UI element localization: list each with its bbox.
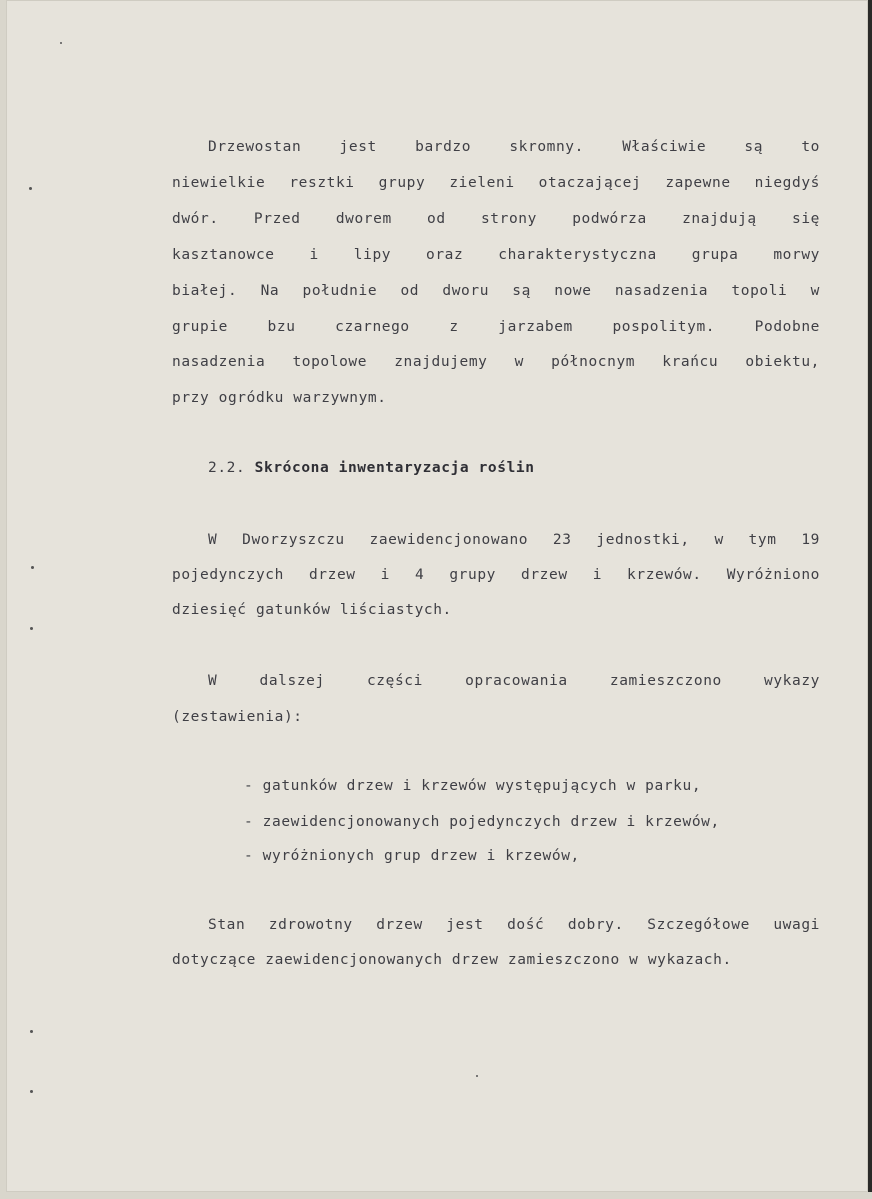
section-heading [208, 459, 535, 477]
list-item: - gatunków drzew i krzewów występujących w parku, [244, 778, 702, 794]
scan-edge-right [868, 0, 872, 1199]
section-title: Skrócona inwentaryzacja roślin [254, 460, 535, 476]
section-number: 2.2. [208, 460, 246, 476]
paragraph-4-line-1: Stan zdrowotny drzew jest dość dobry. Szczegółowe uwagi [208, 917, 820, 933]
paragraph-2-line-2: pojedynczych drzew i 4 grupy drzew i krzewów. Wyróżniono [172, 567, 820, 583]
paragraph-1-line-4: kasztanowce i lipy oraz charakterystyczna grupa morwy [172, 247, 820, 263]
scan-speck [476, 1075, 478, 1077]
paragraph-1-line-3: dwór. Przed dworem od strony podwórza znajdują się [172, 211, 820, 227]
paragraph-1-line-1: Drzewostan jest bardzo skromny. Właściwie są to [208, 139, 820, 155]
scan-speck [29, 187, 32, 190]
paragraph-3-line-1: W dalszej części opracowania zamieszczono wykazy [208, 673, 820, 689]
paragraph-3-line-2: (zestawienia): [172, 709, 303, 725]
list-item: - wyróżnionych grup drzew i krzewów, [244, 848, 580, 864]
scan-speck [31, 566, 34, 569]
paragraph-2-line-1: W Dworzyszczu zaewidencjonowano 23 jednostki, w tym 19 [208, 532, 820, 548]
scan-speck [30, 1090, 33, 1093]
paragraph-1-line-5: białej. Na południe od dworu są nowe nasadzenia topoli w [172, 283, 820, 299]
list-item: - zaewidencjonowanych pojedynczych drzew i krzewów, [244, 814, 720, 830]
paragraph-1-line-7: nasadzenia topolowe znajdujemy w północnym krańcu obiektu, [172, 354, 820, 370]
scan-edge-bottom [0, 1192, 872, 1199]
scan-speck [60, 42, 62, 44]
paragraph-4-line-2: dotyczące zaewidencjonowanych drzew zamieszczono w wykazach. [172, 952, 732, 968]
paragraph-1-line-8: przy ogródku warzywnym. [172, 390, 387, 406]
scan-speck [30, 627, 33, 630]
scan-speck [30, 1030, 33, 1033]
paragraph-1-line-6: grupie bzu czarnego z jarzabem pospolitym. Podobne [172, 319, 820, 335]
paragraph-1-line-2: niewielkie resztki grupy zieleni otaczającej zapewne niegdyś [172, 175, 820, 191]
paragraph-2-line-3: dziesięć gatunków liściastych. [172, 602, 452, 618]
